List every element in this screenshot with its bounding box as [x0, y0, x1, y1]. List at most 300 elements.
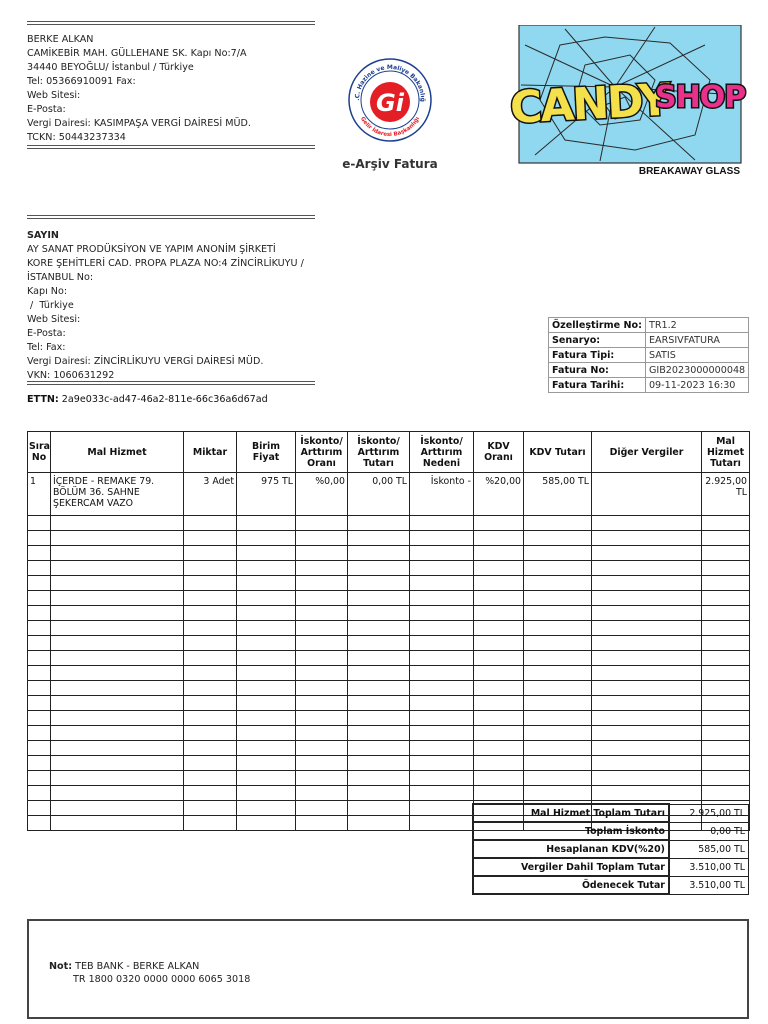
totals-key: Toplam İskonto: [473, 822, 669, 840]
invoice-info-table: [548, 317, 749, 393]
empty-cell: [28, 531, 51, 546]
empty-cell: [592, 516, 702, 531]
empty-cell: [296, 606, 348, 621]
empty-cell: [410, 561, 474, 576]
empty-cell: [51, 636, 184, 651]
seller-bottom-rule: [27, 145, 315, 149]
empty-cell: [184, 696, 237, 711]
info-value: SATIS: [645, 348, 748, 363]
col-header-mal-hizmet: Mal Hizmet: [51, 432, 184, 473]
empty-cell: [237, 816, 296, 831]
cell-iskonto-nedeni: İskonto -: [410, 473, 474, 516]
cell-mal-hizmet-tutari: 2.925,00 TL: [702, 473, 750, 516]
empty-cell: [51, 546, 184, 561]
empty-cell: [184, 531, 237, 546]
empty-cell: [237, 606, 296, 621]
empty-table-row: [28, 711, 750, 726]
empty-cell: [702, 726, 750, 741]
empty-cell: [524, 711, 592, 726]
empty-cell: [296, 771, 348, 786]
buyer-website: Web Sitesi:: [27, 314, 81, 325]
empty-cell: [592, 606, 702, 621]
empty-table-row: [28, 696, 750, 711]
candy-word: CANDY: [508, 74, 670, 134]
col-header-kdv-orani: KDV Oranı: [474, 432, 524, 473]
empty-table-row: [28, 576, 750, 591]
empty-cell: [474, 606, 524, 621]
empty-cell: [474, 696, 524, 711]
seller-phone: Tel: 05366910091 Fax:: [27, 76, 136, 87]
gib-ring-top-text: .C. Hazine ve Maliye Bakanlığ: [353, 63, 427, 102]
empty-cell: [592, 666, 702, 681]
empty-cell: [524, 726, 592, 741]
empty-cell: [474, 726, 524, 741]
empty-cell: [51, 696, 184, 711]
empty-cell: [474, 771, 524, 786]
empty-cell: [51, 516, 184, 531]
empty-cell: [410, 591, 474, 606]
empty-cell: [296, 756, 348, 771]
empty-cell: [237, 696, 296, 711]
empty-cell: [524, 636, 592, 651]
empty-cell: [474, 786, 524, 801]
empty-cell: [410, 651, 474, 666]
seller-info: [27, 33, 327, 145]
empty-cell: [524, 771, 592, 786]
col-header-miktar: Miktar: [184, 432, 237, 473]
col-header-diger-vergiler: Diğer Vergiler: [592, 432, 702, 473]
empty-cell: [51, 771, 184, 786]
empty-cell: [524, 651, 592, 666]
empty-cell: [410, 621, 474, 636]
empty-cell: [702, 636, 750, 651]
empty-cell: [348, 606, 410, 621]
empty-cell: [51, 576, 184, 591]
empty-cell: [28, 516, 51, 531]
ettn-label: ETTN:: [27, 394, 59, 405]
empty-cell: [592, 576, 702, 591]
empty-cell: [28, 651, 51, 666]
info-row: [549, 318, 749, 333]
empty-cell: [592, 681, 702, 696]
empty-cell: [592, 711, 702, 726]
empty-cell: [237, 531, 296, 546]
empty-cell: [702, 741, 750, 756]
empty-cell: [296, 786, 348, 801]
empty-cell: [474, 516, 524, 531]
empty-cell: [184, 771, 237, 786]
cell-iskonto-tutari: 0,00 TL: [348, 473, 410, 516]
empty-table-row: [28, 516, 750, 531]
empty-cell: [296, 666, 348, 681]
empty-cell: [410, 726, 474, 741]
empty-cell: [237, 756, 296, 771]
cell-kdv-tutari: 585,00 TL: [524, 473, 592, 516]
empty-cell: [28, 561, 51, 576]
empty-table-row: [28, 666, 750, 681]
empty-table-row: [28, 636, 750, 651]
cell-iskonto-orani: %0,00: [296, 473, 348, 516]
empty-cell: [28, 741, 51, 756]
cell-mal-hizmet: İÇERDE - REMAKE 79. BÖLÜM 36. SAHNE ŞEKERCAM VAZO: [51, 473, 184, 516]
empty-cell: [51, 741, 184, 756]
empty-cell: [184, 621, 237, 636]
info-key: Fatura No:: [549, 363, 646, 378]
empty-cell: [348, 711, 410, 726]
empty-cell: [184, 726, 237, 741]
empty-table-row: [28, 606, 750, 621]
empty-cell: [237, 711, 296, 726]
empty-cell: [348, 591, 410, 606]
empty-cell: [51, 756, 184, 771]
empty-cell: [296, 711, 348, 726]
table-row: [28, 473, 750, 516]
empty-cell: [184, 741, 237, 756]
empty-cell: [237, 576, 296, 591]
empty-cell: [524, 786, 592, 801]
empty-cell: [592, 561, 702, 576]
info-row: [549, 348, 749, 363]
empty-cell: [28, 606, 51, 621]
empty-cell: [51, 561, 184, 576]
empty-cell: [348, 636, 410, 651]
empty-cell: [524, 546, 592, 561]
totals-key: Vergiler Dahil Toplam Tutar: [473, 858, 669, 876]
info-value: GIB2023000000048: [645, 363, 748, 378]
document-title: e-Arşiv Fatura: [342, 157, 438, 171]
col-header-sira: Sıra No: [28, 432, 51, 473]
buyer-address-line: KORE ŞEHİTLERİ CAD. PROPA PLAZA NO:4 ZİNCİRLİKUYU /: [27, 258, 304, 269]
buyer-country: / Türkiye: [27, 300, 74, 311]
empty-cell: [410, 756, 474, 771]
empty-cell: [184, 636, 237, 651]
totals-value: 585,00 TL: [669, 840, 749, 858]
empty-cell: [592, 726, 702, 741]
empty-cell: [184, 801, 237, 816]
empty-cell: [184, 606, 237, 621]
note-box: [27, 919, 749, 1019]
empty-cell: [474, 651, 524, 666]
empty-cell: [702, 666, 750, 681]
col-header-iskonto-nedeni: İskonto/ Arttırım Nedeni: [410, 432, 474, 473]
empty-cell: [237, 741, 296, 756]
empty-cell: [51, 606, 184, 621]
empty-cell: [348, 771, 410, 786]
empty-cell: [296, 726, 348, 741]
empty-cell: [474, 561, 524, 576]
info-row: [549, 378, 749, 393]
empty-cell: [348, 561, 410, 576]
buyer-vkn: VKN: 1060631292: [27, 370, 115, 381]
empty-cell: [702, 681, 750, 696]
totals-row: [473, 858, 749, 876]
cell-sira: 1: [28, 473, 51, 516]
gib-ring-bottom-text: Gelir İdaresi Başkanlığı: [358, 116, 422, 139]
note-label: Not:: [49, 961, 73, 972]
empty-cell: [702, 606, 750, 621]
empty-cell: [296, 546, 348, 561]
empty-table-row: [28, 786, 750, 801]
empty-cell: [702, 696, 750, 711]
totals-value: 0,00 TL: [669, 822, 749, 840]
empty-cell: [592, 651, 702, 666]
gib-emblem: Gi: [376, 89, 404, 117]
totals-key: Hesaplanan KDV(%20): [473, 840, 669, 858]
empty-cell: [348, 726, 410, 741]
empty-cell: [51, 681, 184, 696]
empty-cell: [28, 696, 51, 711]
col-header-mal-hizmet-tutari: Mal Hizmet Tutarı: [702, 432, 750, 473]
empty-cell: [184, 561, 237, 576]
info-key: Fatura Tarihi:: [549, 378, 646, 393]
info-key: Senaryo:: [549, 333, 646, 348]
empty-cell: [410, 786, 474, 801]
empty-cell: [702, 516, 750, 531]
empty-cell: [51, 801, 184, 816]
buyer-top-rule: [27, 215, 315, 219]
empty-cell: [296, 651, 348, 666]
empty-cell: [184, 591, 237, 606]
empty-cell: [28, 681, 51, 696]
empty-cell: [702, 591, 750, 606]
empty-cell: [237, 681, 296, 696]
empty-cell: [592, 786, 702, 801]
empty-cell: [702, 786, 750, 801]
empty-cell: [28, 666, 51, 681]
empty-cell: [28, 786, 51, 801]
empty-cell: [474, 756, 524, 771]
info-row: [549, 333, 749, 348]
empty-cell: [410, 741, 474, 756]
empty-cell: [592, 621, 702, 636]
empty-cell: [51, 816, 184, 831]
empty-cell: [524, 561, 592, 576]
empty-cell: [524, 591, 592, 606]
empty-cell: [474, 591, 524, 606]
empty-cell: [28, 591, 51, 606]
empty-cell: [348, 516, 410, 531]
empty-cell: [296, 591, 348, 606]
cell-miktar: 3 Adet: [184, 473, 237, 516]
empty-cell: [702, 561, 750, 576]
empty-table-row: [28, 591, 750, 606]
col-header-kdv-tutari: KDV Tutarı: [524, 432, 592, 473]
empty-cell: [524, 666, 592, 681]
empty-cell: [348, 651, 410, 666]
empty-cell: [348, 696, 410, 711]
empty-cell: [348, 546, 410, 561]
empty-cell: [184, 786, 237, 801]
empty-cell: [237, 591, 296, 606]
empty-cell: [184, 711, 237, 726]
seller-tax-office: Vergi Dairesi: KASIMPAŞA VERGİ DAİRESİ MÜD.: [27, 118, 251, 129]
empty-cell: [28, 636, 51, 651]
empty-cell: [702, 756, 750, 771]
cell-diger-vergiler: [592, 473, 702, 516]
empty-cell: [184, 666, 237, 681]
empty-cell: [524, 741, 592, 756]
empty-cell: [348, 741, 410, 756]
ettn-value: 2a9e033c-ad47-46a2-811e-66c36a6d67ad: [61, 394, 268, 405]
empty-cell: [474, 621, 524, 636]
empty-cell: [51, 666, 184, 681]
empty-cell: [296, 801, 348, 816]
empty-cell: [28, 816, 51, 831]
empty-cell: [702, 531, 750, 546]
empty-cell: [28, 711, 51, 726]
empty-cell: [348, 756, 410, 771]
empty-cell: [296, 681, 348, 696]
empty-cell: [410, 531, 474, 546]
empty-cell: [237, 771, 296, 786]
empty-cell: [410, 666, 474, 681]
seller-email: E-Posta:: [27, 104, 66, 115]
empty-cell: [592, 771, 702, 786]
empty-cell: [237, 666, 296, 681]
empty-cell: [184, 816, 237, 831]
empty-cell: [348, 681, 410, 696]
empty-cell: [474, 681, 524, 696]
empty-cell: [296, 516, 348, 531]
empty-cell: [474, 636, 524, 651]
buyer-bottom-rule: [27, 381, 315, 385]
empty-cell: [410, 576, 474, 591]
empty-cell: [348, 666, 410, 681]
totals-value: 3.510,00 TL: [669, 858, 749, 876]
empty-cell: [524, 516, 592, 531]
empty-cell: [184, 546, 237, 561]
cell-birim-fiyat: 975 TL: [237, 473, 296, 516]
empty-cell: [28, 546, 51, 561]
empty-cell: [524, 681, 592, 696]
empty-cell: [237, 786, 296, 801]
empty-table-row: [28, 546, 750, 561]
totals-value: 2.925,00 TL: [669, 804, 749, 822]
empty-cell: [702, 771, 750, 786]
empty-cell: [410, 606, 474, 621]
items-header-row: [28, 432, 750, 473]
empty-cell: [51, 621, 184, 636]
empty-cell: [410, 801, 474, 816]
empty-cell: [348, 816, 410, 831]
empty-cell: [410, 546, 474, 561]
empty-cell: [28, 756, 51, 771]
empty-cell: [184, 576, 237, 591]
buyer-email: E-Posta:: [27, 328, 66, 339]
buyer-phone: Tel: Fax:: [27, 342, 66, 353]
empty-cell: [592, 636, 702, 651]
buyer-door-no: Kapı No:: [27, 286, 68, 297]
empty-cell: [237, 546, 296, 561]
empty-cell: [474, 576, 524, 591]
empty-cell: [474, 531, 524, 546]
empty-cell: [702, 651, 750, 666]
seller-address-line: CAMİKEBİR MAH. GÜLLEHANE SK. Kapı No:7/A: [27, 48, 247, 59]
info-row: [549, 363, 749, 378]
info-value: 09-11-2023 16:30: [645, 378, 748, 393]
info-key: Özelleştirme No:: [549, 318, 646, 333]
empty-cell: [184, 681, 237, 696]
empty-cell: [237, 651, 296, 666]
buyer-info: [27, 229, 327, 383]
empty-cell: [348, 531, 410, 546]
shop-word: SHOP: [655, 80, 746, 115]
cell-kdv-orani: %20,00: [474, 473, 524, 516]
empty-cell: [702, 576, 750, 591]
empty-cell: [474, 666, 524, 681]
empty-cell: [28, 576, 51, 591]
empty-table-row: [28, 531, 750, 546]
empty-cell: [592, 591, 702, 606]
buyer-name: AY SANAT PRODÜKSİYON VE YAPIM ANONİM ŞİRKETİ: [27, 244, 276, 255]
empty-cell: [296, 696, 348, 711]
empty-cell: [237, 621, 296, 636]
empty-table-row: [28, 621, 750, 636]
empty-cell: [28, 771, 51, 786]
empty-cell: [28, 621, 51, 636]
col-header-birim-fiyat: Birim Fiyat: [237, 432, 296, 473]
note-iban: TR 1800 0320 0000 0000 6065 3018: [73, 974, 251, 985]
empty-cell: [410, 771, 474, 786]
candy-shop-logo: [505, 25, 763, 177]
empty-cell: [237, 726, 296, 741]
empty-cell: [348, 801, 410, 816]
empty-cell: [474, 546, 524, 561]
empty-cell: [524, 576, 592, 591]
note-text: [49, 960, 250, 986]
empty-cell: [237, 516, 296, 531]
empty-cell: [524, 756, 592, 771]
empty-cell: [702, 621, 750, 636]
totals-row: [473, 804, 749, 822]
totals-row: [473, 840, 749, 858]
empty-cell: [51, 591, 184, 606]
empty-cell: [296, 576, 348, 591]
empty-table-row: [28, 771, 750, 786]
col-header-iskonto-orani: İskonto/ Arttırım Oranı: [296, 432, 348, 473]
empty-cell: [296, 531, 348, 546]
empty-table-row: [28, 561, 750, 576]
empty-cell: [592, 741, 702, 756]
empty-cell: [410, 711, 474, 726]
empty-cell: [702, 711, 750, 726]
empty-cell: [184, 651, 237, 666]
empty-cell: [592, 546, 702, 561]
empty-cell: [51, 786, 184, 801]
empty-cell: [348, 786, 410, 801]
seller-tckn: TCKN: 50443237334: [27, 132, 126, 143]
totals-key: Mal Hizmet Toplam Tutarı: [473, 804, 669, 822]
empty-cell: [474, 711, 524, 726]
empty-cell: [410, 816, 474, 831]
empty-cell: [410, 696, 474, 711]
empty-cell: [348, 576, 410, 591]
empty-cell: [296, 816, 348, 831]
empty-cell: [524, 531, 592, 546]
empty-cell: [51, 651, 184, 666]
empty-cell: [237, 636, 296, 651]
empty-cell: [410, 681, 474, 696]
empty-table-row: [28, 651, 750, 666]
empty-cell: [410, 516, 474, 531]
totals-key: Ödenecek Tutar: [473, 876, 669, 894]
totals-row: [473, 822, 749, 840]
buyer-tax-office: Vergi Dairesi: ZİNCİRLİKUYU VERGİ DAİRESİ MÜD.: [27, 356, 264, 367]
empty-cell: [592, 531, 702, 546]
empty-cell: [410, 636, 474, 651]
empty-cell: [237, 561, 296, 576]
empty-cell: [296, 621, 348, 636]
